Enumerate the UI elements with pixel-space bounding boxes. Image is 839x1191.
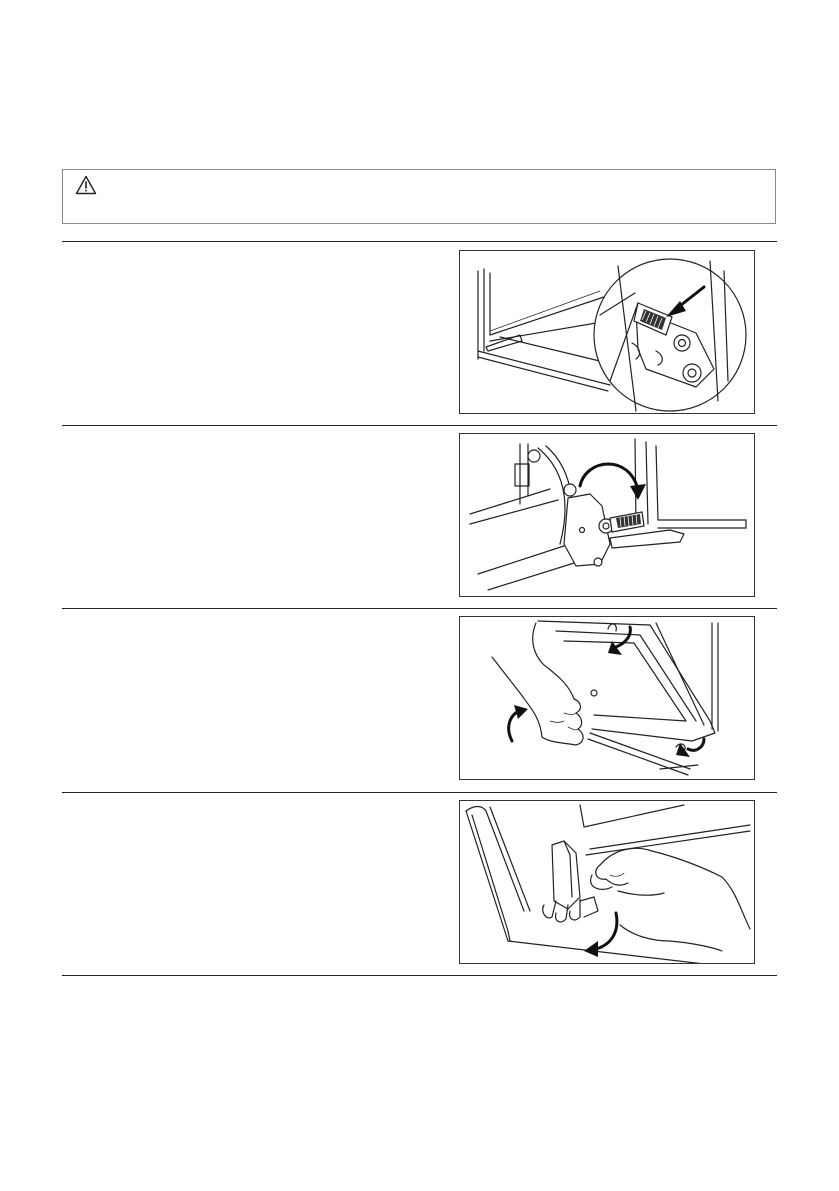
warning-triangle-icon [75,175,97,195]
hinge-lever-rotate-figure [459,433,755,597]
divider-line [62,792,777,793]
warning-box [62,169,776,224]
divider-line [62,425,777,426]
door-glass-clip-figure [459,800,755,964]
divider-line [62,975,777,976]
door-lift-figure [459,616,755,780]
divider-line [62,241,777,242]
divider-line [62,608,777,609]
hinge-lever-release-figure [459,250,755,414]
